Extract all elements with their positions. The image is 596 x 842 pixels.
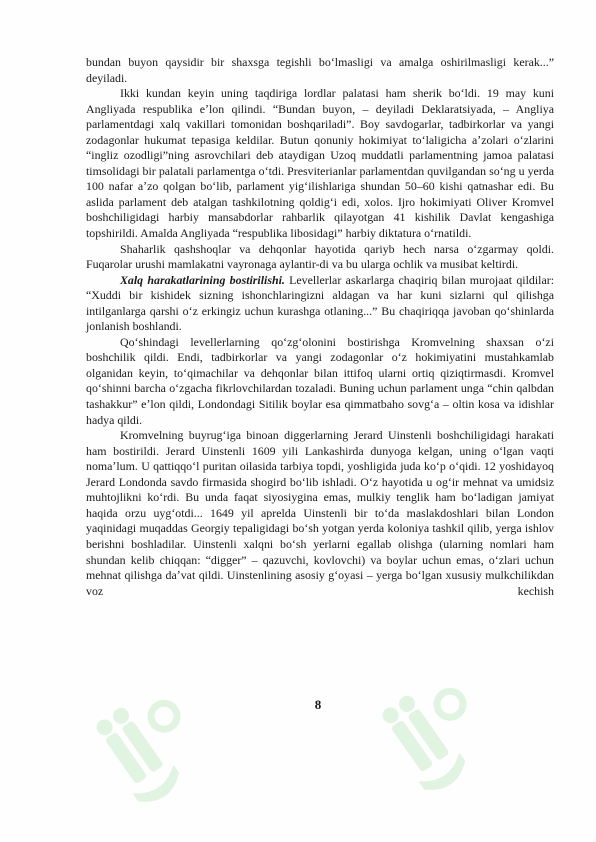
page-body [86, 55, 554, 599]
paragraph-4-text: Levellerlar askarlarga chaqiriq bilan murojaat qildilar: “Xuddi bir kishidek sizning ishonchlaringizni aldagan va har kuni sizlarni qul qilishga intilganlarga qarshi oʻz erkingiz uchun kurashga otlaning...” Bu chaqiriqqa javoban qoʻshinlarda jonlanish boshlandi. [86, 272, 554, 334]
paragraph-5: Qoʻshindagi levellerlarning qoʻzgʻolonini bostirishga Kromvelning shaxsan oʻzi boshchilik qildi. Endi, tadbirkorlar va yangi zodagonlar oʻz hokimiyatini mustahkamlab olganidan keyin, toʻqimachilar va dehqonlar bilan ittifoq ularni ortiq qiziqtirmasdi. Kromvel qoʻshinni barcha oʻzgacha fikrlovchilardan tozaladi. Buning uchun parlament unga “chin qalbdan tashakkur” eʼlon qildi, Londondagi Sitilik boylar esa qimmatbaho sovgʻa – oltin kosa va idishlar hadya qildi. [86, 334, 554, 427]
page-number: 8 [314, 697, 322, 712]
paragraph-4 [86, 273, 554, 335]
paragraph-2: Ikki kundan keyin uning taqdiriga lordlar palatasi ham sherik boʻldi. 19 may kuni Angliyada respublika eʼlon qilindi. “Bundan buyon, – deyiladi Deklaratsiyada, – Angliya parlamentdagi xalq vakillari tomonidan boshqariladi”. Boy savdogarlar, tadbirkorlar va yangi zodagonlar hukumat tepasiga keldilar. Butun qonuniy hokimiyat toʻlaligicha aʼzolari oʻzlarini “ingliz ozodligi”ning asrovchilari deb ataydigan Uzoq muddatli parlamentning jamoa palatasi timsolidagi bir palatali parlamentga oʻtdi. Presviterianlar parlamentdan quvilgandan soʻng u yerda 100 nafar aʼzo qolgan boʻlib, parlament yigʻilishlariga shundan 50–60 kishi qatnashar edi. Bu aslida parlament deb atalgan tashkilotning qoldigʻi edi, xolos. Ijro hokimiyati Oliver Kromvel boshchiligidagi harbiy mansabdorlar rahbarlik qilayotgan 41 kishilik Davlat kengashiga topshirildi. Amalda Angliyada “respublika libosidagi” harbiy diktatura oʻrnatildi. [86, 86, 554, 241]
paragraph-3: Shaharlik qashshoqlar va dehqonlar hayotida qariyb hech narsa oʻzgarmay qoldi. Fuqarolar urushi mamlakatni vayronaga aylantir-di va bu ularga ochlik va musibat keltirdi. [86, 241, 554, 272]
section-heading: Xalq harakatlarining bostirilishi. [120, 272, 285, 287]
watermark-logo-icon [366, 660, 516, 810]
paragraph-6: Kromvelning buyrugʻiga binoan diggerlarning Jerard Uinstenli boshchiligidagi harakati ham bostirildi. Jerard Uinstenli 1609 yili Lankashirda dunyoga kelgan, uning oʻlgan vaqti nomaʼlum. U qattiqqoʻl puritan oilasida tarbiya topdi, yoshligida juda koʻp oʻqidi. 12 yoshidayoq Jerard Londonda savdo firmasida shogird boʻlib ishladi. Oʻz hayotida u ogʻir mehnat va umidsiz muhtojlikni koʻrdi. Bu unda faqat siyosiygina emas, mulkiy tenglik ham boʻladigan jamiyat haqida orzu uygʻotdi... 1649 yil aprelda Uinstenli bir toʻda maslakdoshlari bilan London yaqinidagi muqaddas Georgiy tepaligidagi boʻsh yotgan yerda koloniya tashkil qilib, yerga ishlov berishni boshladilar. Uinstenli xalqni boʻsh yerlarni egallab olishga (ularning nomlari ham shundan kelib chiqqan: “digger” – qazuvchi, kovlovchi) va boylar uchun emas, oʻzlari uchun mehnat qilishga daʼvat qildi. Uinstenlining asosiy gʻoyasi – yerga boʻlgan xususiy mulkchilikdan voz kechish [86, 428, 554, 598]
paragraph-1: bundan buyon qaysidir bir shaxsga tegishli boʻlmasligi va amalga oshirilmasligi kerak...” deyiladi. [86, 55, 554, 85]
watermark-logo-icon [80, 672, 230, 822]
